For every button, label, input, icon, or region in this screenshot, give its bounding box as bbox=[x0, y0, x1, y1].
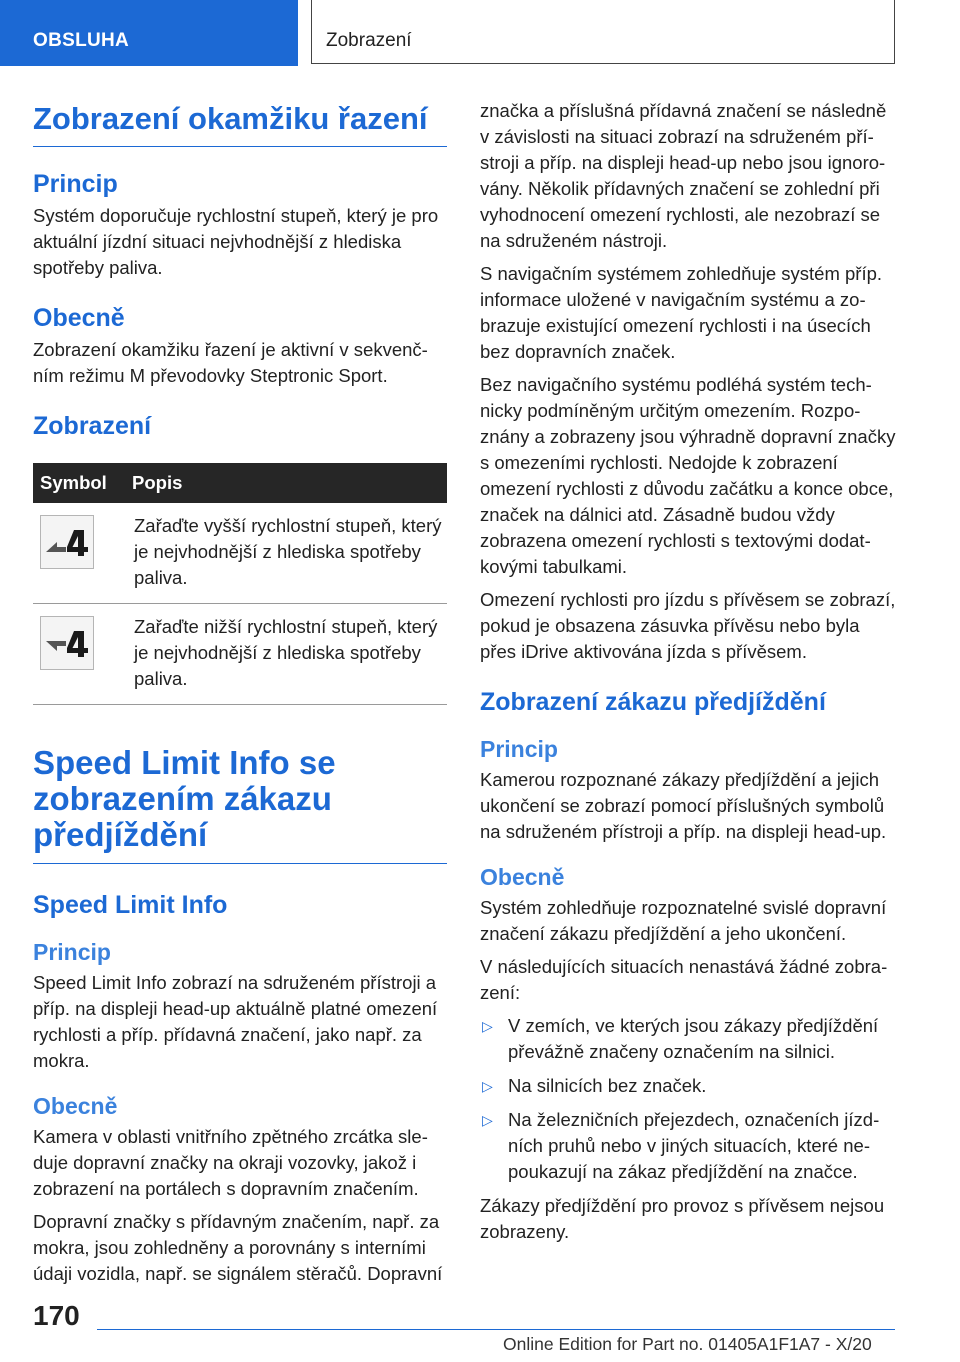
heading-overtaking-princip: Princip bbox=[480, 736, 558, 762]
heading-sli-obecne: Obecně bbox=[33, 1093, 118, 1119]
heading-princip: Princip bbox=[33, 170, 118, 198]
heading-shift-display: Zobrazení okamžiku řazení bbox=[33, 100, 447, 147]
shift-up-icon bbox=[40, 515, 94, 569]
right-column bbox=[480, 98, 896, 1252]
paragraph-sli-obecne-1: Kamera v oblasti vnitřního zpětného zrcátka sleduje dopravní značky na okraji vozovky, jakož i zobrazení na portálech s dopravním značením. bbox=[33, 1126, 428, 1199]
heading-overtaking-display: Zobrazení zákazu předjíždění bbox=[480, 688, 826, 716]
bullet-list bbox=[480, 1013, 896, 1185]
symbol-table bbox=[33, 463, 447, 705]
left-column bbox=[33, 100, 447, 1294]
paragraph-navigation: S navigačním systémem zohledňuje systém příp. informace uložené v navigačním systému a zobrazuje existující omezení rychlosti i na úsecích bez dopravních značek. bbox=[480, 263, 883, 362]
row-description: Zařaďte vyšší rychlostní stupeň, který je nejvhodnější z hlediska spotřeby paliva. bbox=[128, 503, 447, 604]
heading-overtaking-obecne: Obecně bbox=[480, 864, 565, 890]
paragraph-princip: Systém doporučuje rychlostní stupeň, který je pro aktuální jízdní situaci nejvhodnější z hlediska spotřeby paliva. bbox=[33, 205, 439, 278]
shift-down-icon bbox=[40, 616, 94, 670]
list-item: ▷ Na silnicích bez značek. bbox=[480, 1073, 896, 1099]
paragraph-obecne: Zobrazení okamžiku řazení je aktivní v sekvenčním režimu M převodovky Steptronic Sport. bbox=[33, 339, 428, 386]
table-header-popis: Popis bbox=[128, 463, 447, 503]
heading-speed-limit-info-overtaking: Speed Limit Info se zobrazením zákazu předjíždění bbox=[33, 745, 447, 864]
row-description: Zařaďte nižší rychlostní stupeň, který je nejvhodnější z hlediska spotřeby paliva. bbox=[128, 604, 447, 705]
paragraph-sli-princip: Speed Limit Info zobrazí na sdruženém přístroji a příp. na displeji head-up aktuálně platné omezení rychlosti a příp. přídavná značení, jako např. za mokra. bbox=[33, 972, 438, 1071]
paragraph-trailer: Omezení rychlosti pro jízdu s přívěsem se zobrazí, pokud je obsazena zásuvka přívěsu nebo byla přes iDrive aktivována jízda s přívěsem. bbox=[480, 589, 896, 662]
footer-divider bbox=[97, 1329, 895, 1330]
heading-zobrazeni: Zobrazení bbox=[33, 412, 152, 440]
triangle-bullet-icon: ▷ bbox=[482, 1112, 493, 1128]
page-header bbox=[0, 0, 960, 66]
list-item: ▷ Na železničních přejezdech, označeních jízdních pruhů nebo v jiných situacích, které nepoukazují na zákaz předjíždění na značce. bbox=[482, 1109, 880, 1182]
paragraph-overtaking-obecne-2: V následujících situacích nenastává žádné zobrazení: bbox=[480, 956, 888, 1003]
list-item: ▷ V zemích, ve kterých jsou zákazy předjíždění převážně značeny označením na silnici. bbox=[482, 1015, 879, 1062]
triangle-bullet-icon: ▷ bbox=[482, 1018, 493, 1034]
heading-speed-limit-info: Speed Limit Info bbox=[33, 891, 228, 919]
edition-note: Online Edition for Part no. 01405A1F1A7 - X/20 bbox=[503, 1334, 872, 1354]
page-number: 170 bbox=[33, 1300, 80, 1331]
table-header-symbol: Symbol bbox=[33, 463, 128, 503]
paragraph-overtaking-princip: Kamerou rozpoznané zákazy předjíždění a jejich ukončení se zobrazí pomocí příslušných symbolů na sdruženém přístroji a příp. na displeji head-up. bbox=[480, 769, 887, 842]
triangle-bullet-icon: ▷ bbox=[482, 1078, 493, 1094]
table-row bbox=[33, 604, 447, 705]
paragraph-trailer-overtaking: Zákazy předjíždění pro provoz s přívěsem nejsou zobrazeny. bbox=[480, 1195, 885, 1242]
table-row bbox=[33, 503, 447, 604]
heading-obecne: Obecně bbox=[33, 304, 125, 332]
paragraph-continued: značka a příslušná přídavná značení se následně v závislosti na situaci zobrazí na sdruženém přístroji a příp. na displeji head-up nebo jsou ignorovány. Několik přídavných značení se zohlední při vyhodnocení omezení rychlosti, ale nezobrazí se na sdruženém nástroji. bbox=[480, 100, 887, 251]
paragraph-sli-obecne-2: Dopravní značky s přídavným značením, např. za mokra, jsou zohledněny a porovnány s interními údaji vozidla, např. se signálem stěračů. Dopravní bbox=[33, 1211, 443, 1284]
paragraph-no-navigation: Bez navigačního systému podléhá systém technicky podmíněným určitým omezením. Rozpoznány a zobrazeny jsou výhradně dopravní značky s omezeními rychlosti. Nedojde k zobrazení omezení rychlosti z důvodu začátku a konce obce, značek na dálnici atd. Zásadně budou vždy zobrazena omezení rychlosti s textovými dodatkovými tabulkami. bbox=[480, 374, 896, 577]
section-tab: OBSLUHA bbox=[0, 0, 298, 66]
paragraph-overtaking-obecne-1: Systém zohledňuje rozpoznatelné svislé dopravní značení zákazu předjíždění a jeho ukončení. bbox=[480, 897, 887, 944]
heading-sli-princip: Princip bbox=[33, 939, 111, 965]
chapter-title: Zobrazení bbox=[311, 0, 895, 64]
